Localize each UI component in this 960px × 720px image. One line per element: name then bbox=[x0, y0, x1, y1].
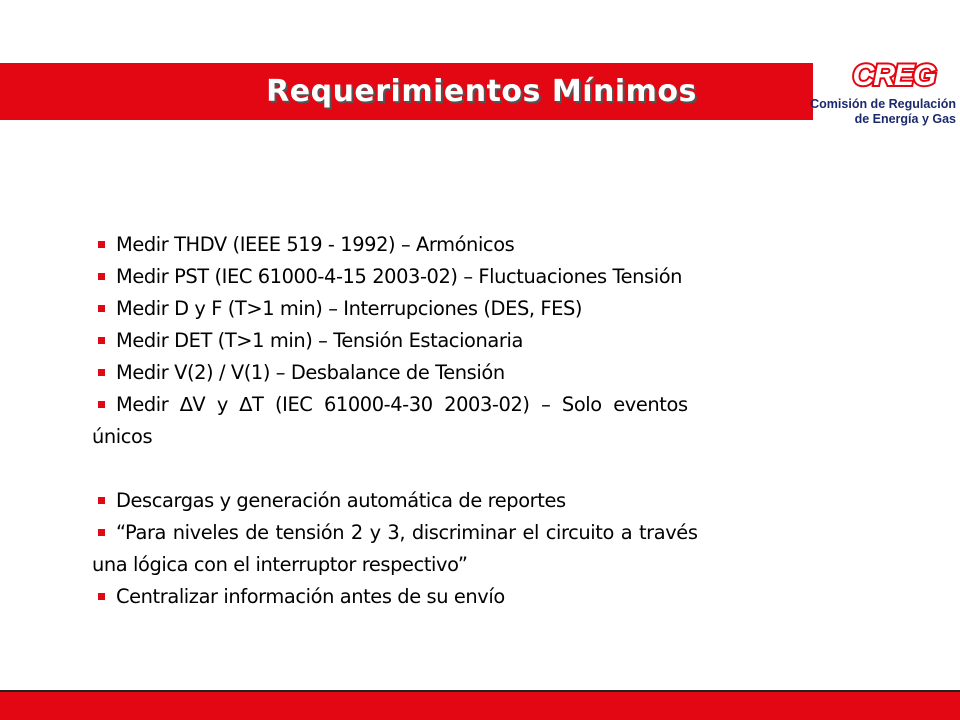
list-item-text: Medir V(2) / V(1) – Desbalance de Tensión bbox=[116, 361, 505, 384]
list-item-text: Medir THDV (IEEE 519 - 1992) – Armónicos bbox=[116, 233, 515, 256]
list-item bbox=[96, 517, 862, 549]
list-item-continuation: únicos bbox=[92, 425, 153, 448]
list-item bbox=[96, 229, 862, 261]
title-bar bbox=[0, 63, 813, 120]
requirements-list bbox=[92, 229, 862, 613]
bullet-icon bbox=[98, 529, 105, 536]
bullet-icon bbox=[98, 369, 105, 376]
creg-logo-lettering: CREG bbox=[852, 59, 936, 92]
list-item bbox=[96, 485, 862, 517]
bullet-icon bbox=[98, 401, 105, 408]
list-item-text: Medir ∆V y ∆T (IEC 61000-4-30 2003-02) – Solo eventos bbox=[116, 393, 688, 416]
slide-title: Requerimientos Mínimos bbox=[266, 74, 697, 109]
bullet-icon bbox=[98, 337, 105, 344]
spacer bbox=[96, 453, 862, 485]
list-item-text: Medir PST (IEC 61000-4-15 2003-02) – Fluctuaciones Tensión bbox=[116, 265, 683, 288]
bullet-icon bbox=[98, 593, 105, 600]
list-item-text: Centralizar información antes de su envío bbox=[116, 585, 505, 608]
bullet-icon bbox=[98, 305, 105, 312]
list-item-text: Medir DET (T>1 min) – Tensión Estacionaria bbox=[116, 329, 523, 352]
list-item-text: Descargas y generación automática de reportes bbox=[116, 489, 566, 512]
list-item bbox=[96, 389, 862, 421]
bullet-icon bbox=[98, 241, 105, 248]
list-item bbox=[96, 325, 862, 357]
list-item bbox=[96, 293, 862, 325]
logo-line-1: Comisión de Regulación bbox=[810, 97, 956, 111]
bullet-icon bbox=[98, 497, 105, 504]
list-item-continuation: una lógica con el interruptor respectivo” bbox=[92, 553, 468, 576]
list-item-text: “Para niveles de tensión 2 y 3, discriminar el circuito a través bbox=[116, 521, 698, 544]
bullet-icon bbox=[98, 273, 105, 280]
list-item bbox=[96, 581, 862, 613]
creg-logo bbox=[810, 58, 960, 130]
list-item bbox=[96, 261, 862, 293]
list-item bbox=[96, 357, 862, 389]
list-item-text: Medir D y F (T>1 min) – Interrupciones (DES, FES) bbox=[116, 297, 583, 320]
footer-bar bbox=[0, 692, 960, 720]
creg-logo-mark bbox=[834, 58, 954, 92]
logo-line-2: de Energía y Gas bbox=[854, 112, 956, 126]
